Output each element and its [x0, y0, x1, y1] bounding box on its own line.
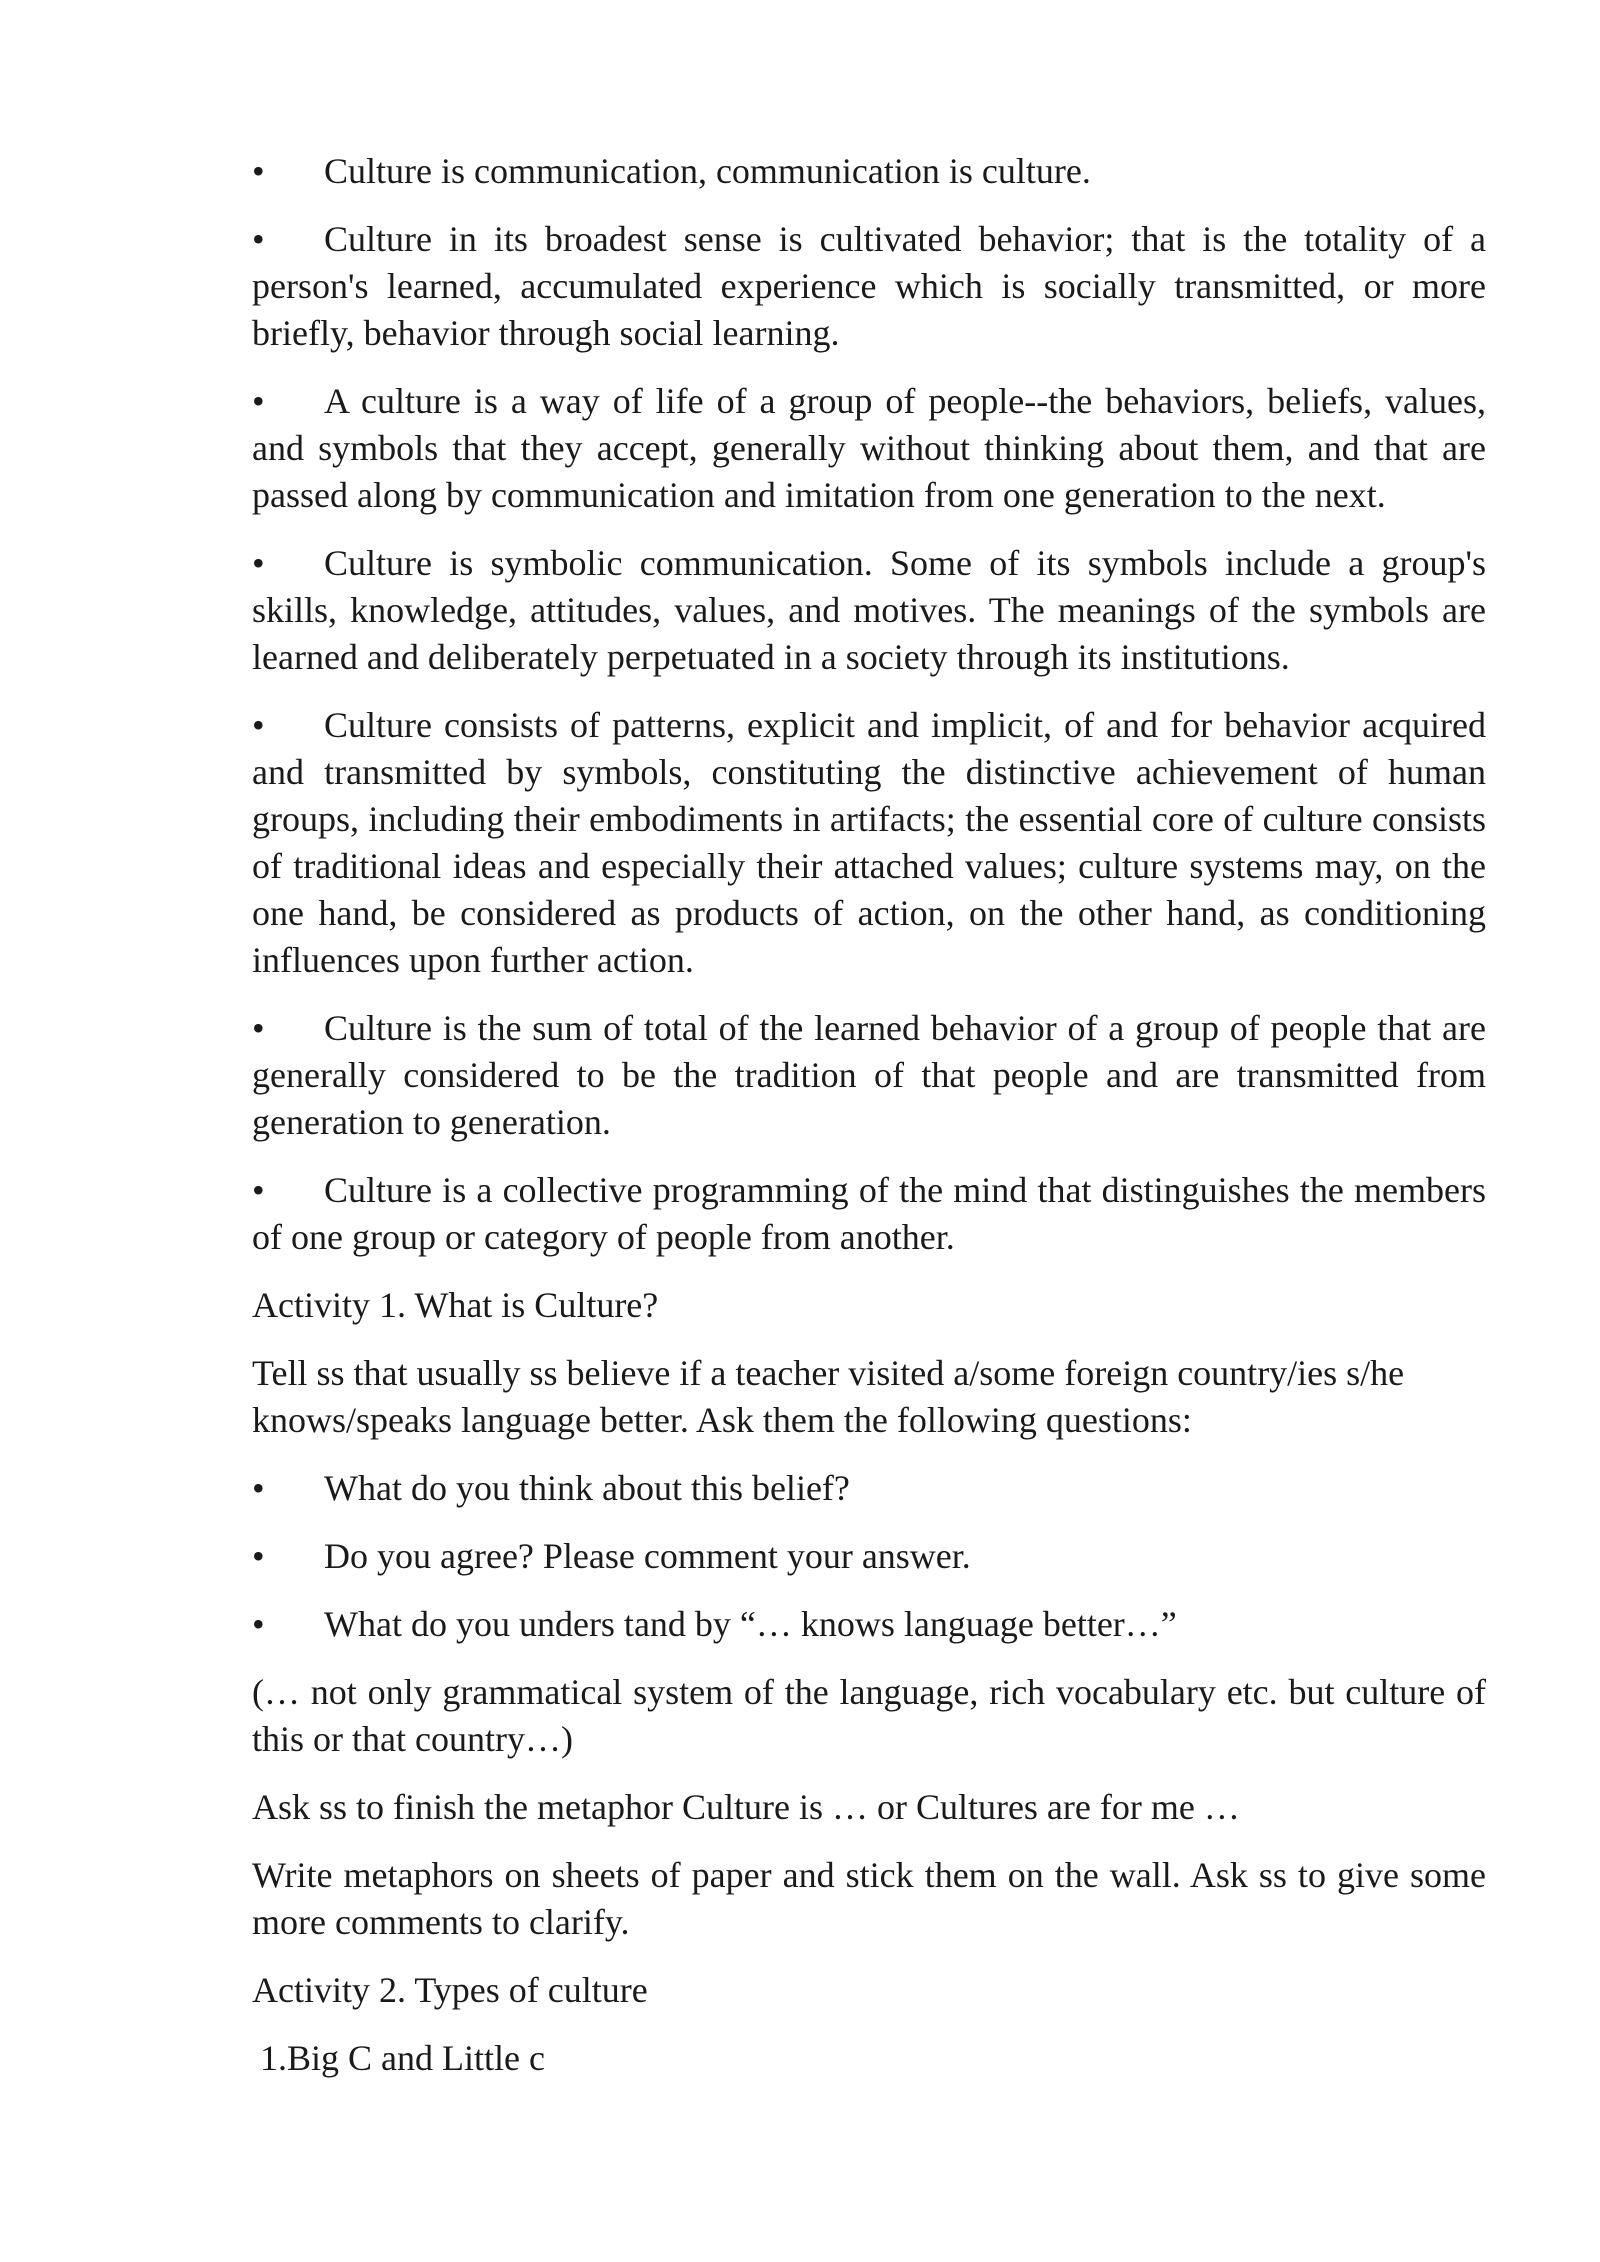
question-text: What do you think about this belief?: [324, 1468, 850, 1508]
activity-2-item-1: 1.Big C and Little c: [260, 2038, 545, 2078]
definition-item: [252, 1167, 1486, 1261]
definition-item: [252, 540, 1486, 681]
question-text: Do you agree? Please comment your answer.: [324, 1536, 971, 1576]
definition-text: Culture is communication, communication is culture.: [324, 151, 1091, 191]
metaphor-task: Ask ss to finish the metaphor Culture is … or Cultures are for me …: [252, 1787, 1240, 1827]
bullet-mark: •: [252, 381, 265, 421]
definition-item: [252, 702, 1486, 984]
bullet-mark: •: [252, 1536, 265, 1576]
activity-1-heading: Activity 1. What is Culture?: [252, 1285, 659, 1325]
definition-text: Culture is symbolic communication. Some of its symbols include a group's skills, knowledge, attitudes, values, and motives. The meanings of the symbols are learned and deliberately perpetuated in a society through its institutions.: [252, 543, 1486, 677]
question-item: [252, 1533, 1486, 1580]
wall-task: Write metaphors on sheets of paper and stick them on the wall. Ask ss to give some more comments to clarify.: [252, 1855, 1486, 1942]
bullet-mark: •: [252, 543, 265, 583]
bullet-mark: •: [252, 1170, 265, 1210]
definition-item: [252, 378, 1486, 519]
bullet-mark: •: [252, 151, 265, 191]
bullet-mark: •: [252, 1468, 265, 1508]
activity-2-heading: Activity 2. Types of culture: [252, 1970, 648, 2010]
bullet-mark: •: [252, 705, 265, 745]
definition-item: [252, 1005, 1486, 1146]
question-item: [252, 1601, 1486, 1648]
definition-text: Culture in its broadest sense is cultivated behavior; that is the totality of a person's learned, accumulated experience which is socially transmitted, or more briefly, behavior through social learning.: [252, 219, 1486, 353]
activity-1-note: (… not only grammatical system of the language, rich vocabulary etc. but culture of this or that country…): [252, 1672, 1486, 1759]
definition-text: Culture consists of patterns, explicit and implicit, of and for behavior acquired and transmitted by symbols, constituting the distinctive achievement of human groups, including their embodiments in artifacts; the essential core of culture consists of traditional ideas and especially their attached values; culture systems may, on the one hand, be considered as products of action, on the other hand, as conditioning influences upon further action.: [252, 705, 1486, 980]
definition-text: Culture is the sum of total of the learned behavior of a group of people that are generally considered to be the tradition of that people and are transmitted from generation to generation.: [252, 1008, 1486, 1142]
question-item: [252, 1465, 1486, 1512]
bullet-mark: •: [252, 1008, 265, 1048]
document-page: [252, 148, 1486, 2082]
definition-text: A culture is a way of life of a group of people--the behaviors, beliefs, values, and symbols that they accept, generally without thinking about them, and that are passed along by communication and imitation from one generation to the next.: [252, 381, 1486, 515]
bullet-mark: •: [252, 1604, 265, 1644]
definition-item: [252, 216, 1486, 357]
question-text: What do you unders tand by “… knows language better…”: [324, 1604, 1177, 1644]
bullet-mark: •: [252, 219, 265, 259]
definition-item: [252, 148, 1486, 195]
definition-text: Culture is a collective programming of the mind that distinguishes the members of one group or category of people from another.: [252, 1170, 1486, 1257]
activity-1-intro: Tell ss that usually ss believe if a teacher visited a/some foreign country/ies s/he knows/speaks language better. Ask them the following questions:: [252, 1353, 1405, 1440]
